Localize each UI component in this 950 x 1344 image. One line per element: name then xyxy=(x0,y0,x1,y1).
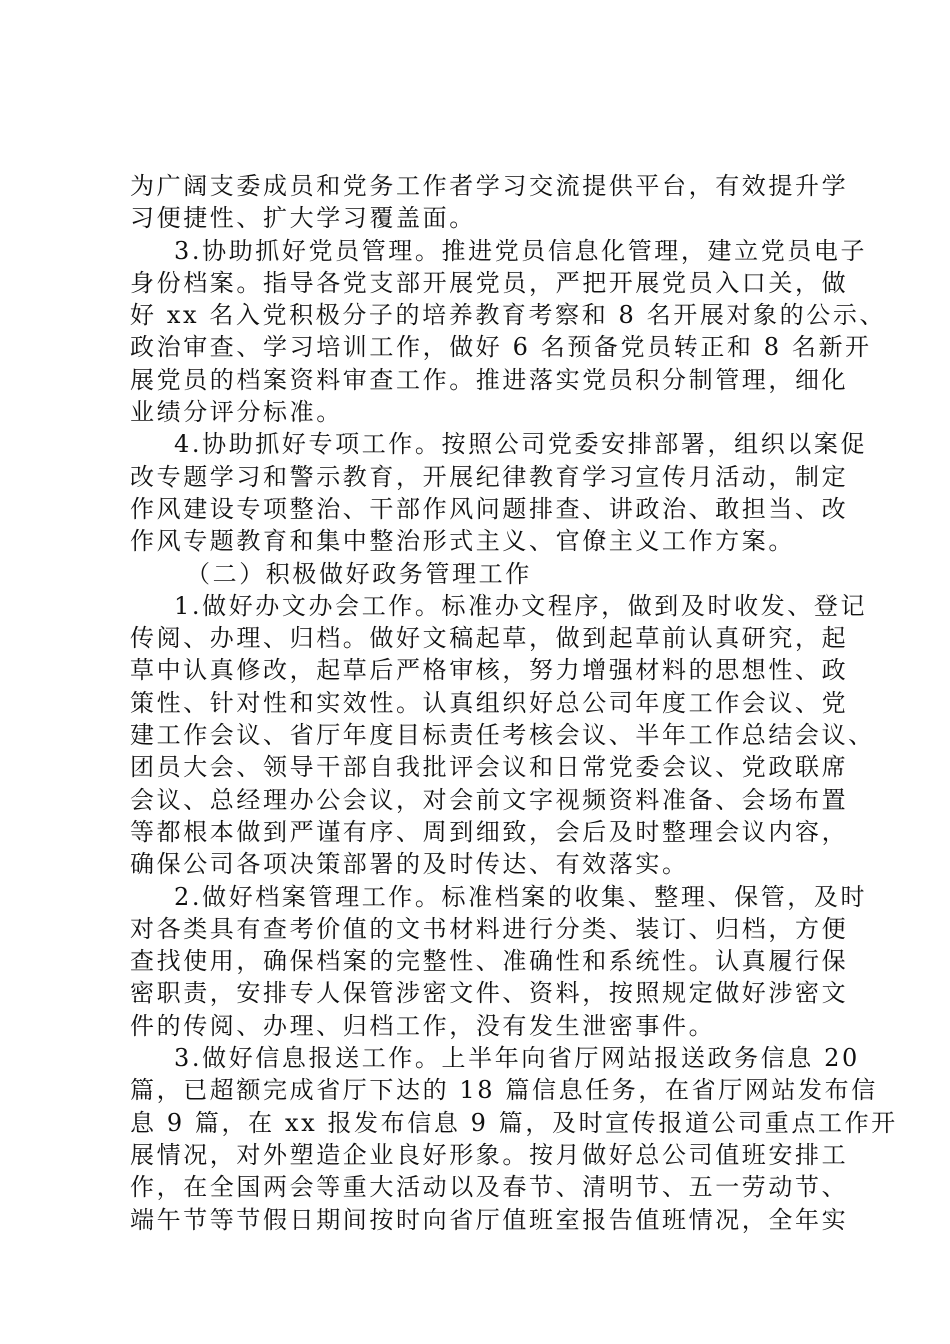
text-line: 建工作会议、省厅年度目标责任考核会议、半年工作总结会议、 xyxy=(130,721,875,750)
text-line: 密职责，安排专人保管涉密文件、资料，按照规定做好涉密文 xyxy=(130,979,849,1008)
text-line: 作风建设专项整治、干部作风问题排查、讲政治、敢担当、改 xyxy=(130,494,849,523)
text-line: 作，在全国两会等重大活动以及春节、清明节、五一劳动节、 xyxy=(130,1173,849,1202)
text-line: 作风专题教育和集中整治形式主义、官僚主义工作方案。 xyxy=(130,527,795,556)
text-line: 篇，已超额完成省厅下达的 18 篇信息任务，在省厅网站发布信 xyxy=(130,1076,878,1105)
text-line: 对各类具有查考价值的文书材料进行分类、装订、归档，方便 xyxy=(130,914,849,943)
text-line: 件的传阅、办理、归档工作，没有发生泄密事件。 xyxy=(130,1011,716,1040)
text-line: 展情况，对外塑造企业良好形象。按月做好总公司值班安排工 xyxy=(130,1140,849,1169)
paragraph-start-line: 4.协助抓好专项工作。按照公司党委安排部署，组织以案促 xyxy=(174,430,868,459)
text-line: 团员大会、领导干部自我批评会议和日常党委会议、党政联席 xyxy=(130,753,849,782)
section-heading: （二）积极做好政务管理工作 xyxy=(186,559,532,588)
text-line: 业绩分评分标准。 xyxy=(130,398,343,427)
text-line: 展党员的档案资料审查工作。推进落实党员积分制管理，细化 xyxy=(130,365,849,394)
paragraph-start-line: 3.做好信息报送工作。上半年向省厅网站报送政务信息 20 xyxy=(174,1044,860,1073)
text-line: 传阅、办理、归档。做好文稿起草，做到起草前认真研究，起 xyxy=(130,624,849,653)
text-line: 端午节等节假日期间按时向省厅值班室报告值班情况，全年实 xyxy=(130,1205,849,1234)
text-line: 查找使用，确保档案的完整性、准确性和系统性。认真履行保 xyxy=(130,947,849,976)
text-line: 习便捷性、扩大学习覆盖面。 xyxy=(130,204,476,233)
text-line: 好 xx 名入党积极分子的培养教育考察和 8 名开展对象的公示、 xyxy=(130,301,887,330)
text-line: 息 9 篇，在 xx 报发布信息 9 篇，及时宣传报道公司重点工作开 xyxy=(130,1108,898,1137)
text-line: 为广阔支委成员和党务工作者学习交流提供平台，有效提升学 xyxy=(130,172,849,200)
text-line: 确保公司各项决策部署的及时传达、有效落实。 xyxy=(130,850,689,879)
paragraph-start-line: 3.协助抓好党员管理。推进党员信息化管理，建立党员电子 xyxy=(174,236,868,265)
paragraph-start-line: 1.做好办文办会工作。标准办文程序，做到及时收发、登记 xyxy=(174,591,868,620)
text-line: 身份档案。指导各党支部开展党员，严把开展党员入口关，做 xyxy=(130,268,849,297)
text-line: 策性、针对性和实效性。认真组织好总公司年度工作会议、党 xyxy=(130,688,849,717)
text-line: 等都根本做到严谨有序、周到细致，会后及时整理会议内容， xyxy=(130,817,849,846)
text-line: 草中认真修改，起草后严格审核，努力增强材料的思想性、政 xyxy=(130,656,849,685)
text-line: 改专题学习和警示教育，开展纪律教育学习宣传月活动，制定 xyxy=(130,462,849,491)
paragraph-start-line: 2.做好档案管理工作。标准档案的收集、整理、保管，及时 xyxy=(174,882,868,911)
document-body xyxy=(130,170,898,1236)
text-line: 政治审查、学习培训工作，做好 6 名预备党员转正和 8 名新开 xyxy=(130,333,872,362)
text-line: 会议、总经理办公会议，对会前文字视频资料准备、会场布置 xyxy=(130,785,849,814)
